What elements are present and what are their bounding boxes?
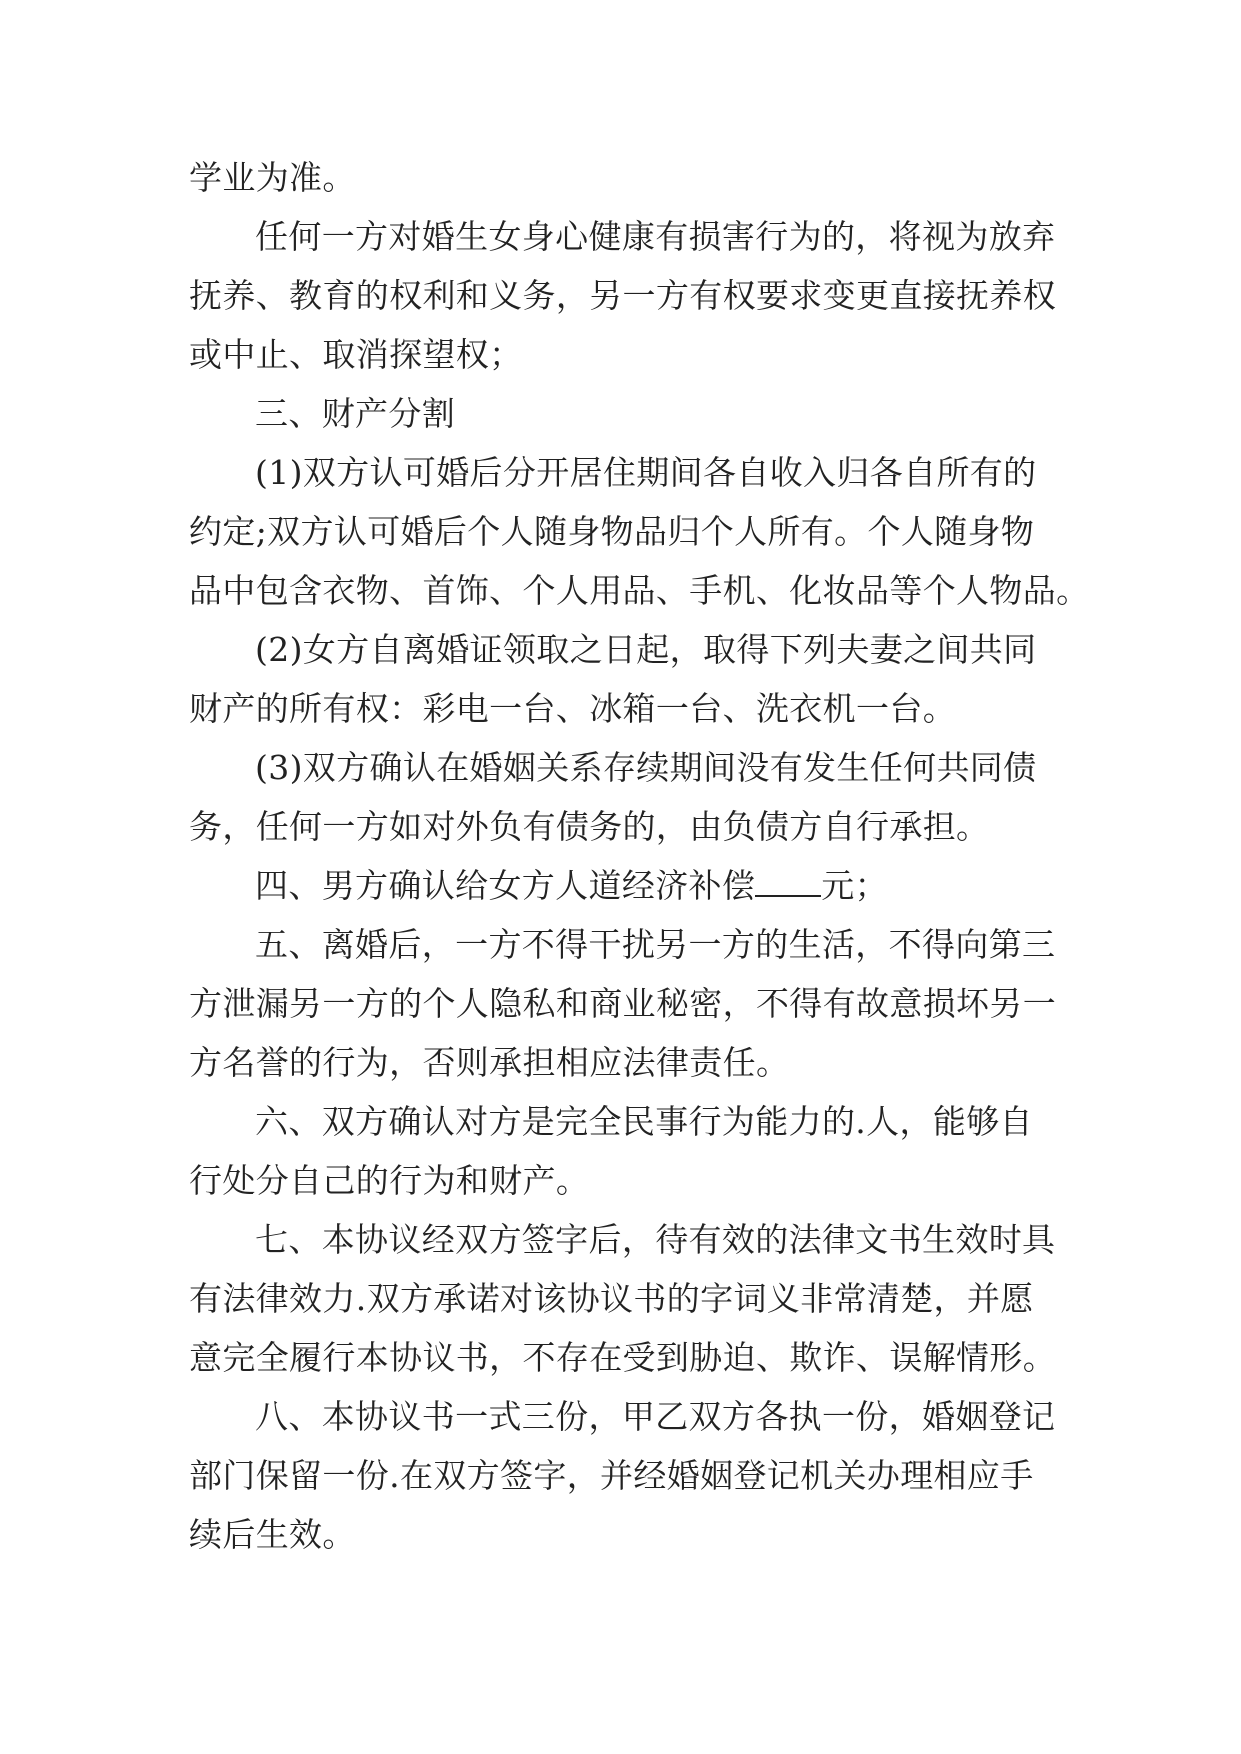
text-line-compensation (189, 856, 1069, 915)
section-heading: 三、财产分割 (255, 394, 456, 433)
text-line: 部门保留一份.在双方签字，并经婚姻登记机关办理相应手 (189, 1456, 1034, 1495)
text-line: (3)双方确认在婚姻关系存续期间没有发生任何共同债 (255, 748, 1037, 787)
amount-blank (755, 871, 821, 897)
text-line: 任何一方对婚生女身心健康有损害行为的，将视为放弃 (255, 217, 1056, 256)
text-line: 抚养、教育的权利和义务，另一方有权要求变更直接抚养权 (189, 276, 1057, 315)
text-line: 意完全履行本协议书，不存在受到胁迫、欺诈、误解情形。 (189, 1338, 1057, 1377)
text-line: 行处分自己的行为和财产。 (189, 1161, 590, 1200)
text-line: 八、本协议书一式三份，甲乙双方各执一份，婚姻登记 (255, 1397, 1056, 1436)
text-line: (2)女方自离婚证领取之日起，取得下列夫妻之间共同 (255, 630, 1037, 669)
text-line: 六、双方确认对方是完全民事行为能力的.人，能够自 (255, 1102, 1033, 1141)
text-line: 约定;双方认可婚后个人随身物品归个人所有。个人随身物 (189, 512, 1035, 551)
document-page (189, 148, 1090, 1564)
compensation-unit: 元； (821, 866, 888, 905)
text-line: 方泄漏另一方的个人隐私和商业秘密，不得有故意损坏另一 (189, 984, 1057, 1023)
text-line: 方名誉的行为，否则承担相应法律责任。 (189, 1043, 790, 1082)
text-line: 五、离婚后，一方不得干扰另一方的生活，不得向第三 (255, 925, 1056, 964)
text-line: 续后生效。 (189, 1515, 356, 1554)
text-line: 学业为准。 (189, 158, 356, 197)
text-line: 七、本协议经双方签字后，待有效的法律文书生效时具 (255, 1220, 1056, 1259)
text-line: (1)双方认可婚后分开居住期间各自收入归各自所有的 (255, 453, 1037, 492)
text-line: 有法律效力.双方承诺对该协议书的字词义非常清楚，并愿 (189, 1279, 1034, 1318)
text-line: 财产的所有权：彩电一台、冰箱一台、洗衣机一台。 (189, 689, 957, 728)
compensation-text: 四、男方确认给女方人道经济补偿 (255, 866, 756, 905)
text-line: 品中包含衣物、首饰、个人用品、手机、化妆品等个人物品。 (189, 571, 1090, 610)
text-line: 或中止、取消探望权； (189, 335, 523, 374)
text-line: 务，任何一方如对外负有债务的，由负债方自行承担。 (189, 807, 990, 846)
